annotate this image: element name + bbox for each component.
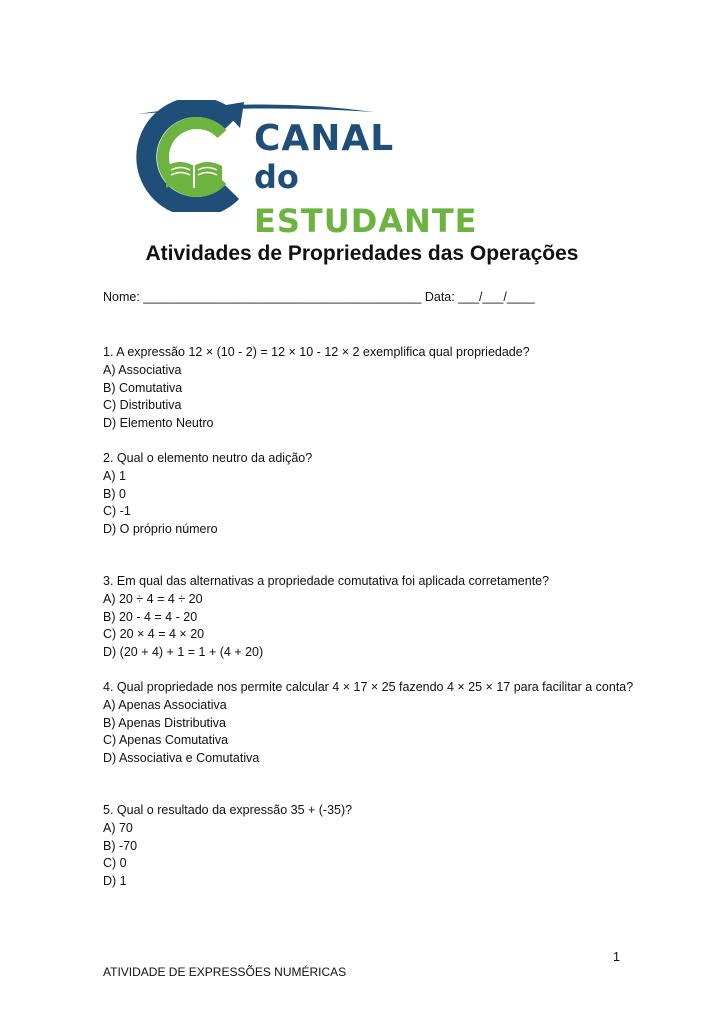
option-c: C) 0: [103, 856, 127, 871]
option-b: B) Comutativa: [103, 380, 183, 395]
logo-canal: CANAL: [254, 118, 395, 159]
option-a: A) 70: [103, 820, 133, 835]
option-b: B) 0: [103, 486, 126, 501]
question-5: [103, 802, 352, 891]
logo-do: do: [254, 158, 299, 196]
option-c: C) Distributiva: [103, 398, 182, 413]
option-d: D) (20 + 4) + 1 = 1 + (4 + 20): [103, 645, 264, 660]
option-a: A) 20 ÷ 4 = 4 ÷ 20: [103, 591, 203, 606]
logo-estudante: ESTUDANTE: [254, 202, 478, 240]
option-b: B) Apenas Distributiva: [103, 715, 226, 730]
option-b: B) -70: [103, 838, 138, 853]
option-c: C) Apenas Comutativa: [103, 733, 229, 748]
question-text: 1. A expressão 12 × (10 - 2) = 12 × 10 - 12 × 2 exemplifica qual propriedade?: [103, 345, 530, 359]
option-a: A) Apenas Associativa: [103, 697, 227, 712]
question-text: 2. Qual o elemento neutro da adição?: [103, 451, 313, 465]
option-d: D) O próprio número: [103, 522, 218, 537]
question-3: [103, 573, 549, 662]
question-4: [103, 679, 633, 768]
option-b: B) 20 - 4 = 4 - 20: [103, 609, 198, 624]
option-c: C) 20 × 4 = 4 × 20: [103, 627, 205, 642]
page-title: Atividades de Propriedades das Operações: [145, 242, 579, 265]
option-d: D) Elemento Neutro: [103, 416, 214, 431]
question-text: 5. Qual o resultado da expressão 35 + (-35)?: [103, 803, 353, 817]
option-a: A) 1: [103, 468, 126, 483]
option-c: C) -1: [103, 504, 131, 519]
option-a: A) Associativa: [103, 362, 182, 377]
question-2: [103, 450, 312, 539]
question-text: 4. Qual propriedade nos permite calcular 4 × 17 × 25 fazendo 4 × 25 × 17 para facilitar a conta?: [103, 680, 634, 694]
option-d: D) 1: [103, 874, 127, 889]
logo-emblem-icon: [136, 100, 254, 212]
logo-wordmark: [254, 120, 496, 246]
logo-swoosh-icon: [136, 100, 376, 116]
logo: [136, 100, 496, 240]
question-1: [103, 344, 530, 433]
question-text: 3. Em qual das alternativas a propriedade comutativa foi aplicada corretamente?: [103, 574, 550, 588]
name-date-field: Nome: ________________________________________ Data: ___/___/____: [103, 290, 535, 304]
logo-line2: [254, 158, 496, 246]
option-d: D) Associativa e Comutativa: [103, 751, 260, 766]
page-number: 1: [613, 950, 620, 964]
page-footer: ATIVIDADE DE EXPRESSÕES NUMÉRICAS: [103, 965, 347, 979]
